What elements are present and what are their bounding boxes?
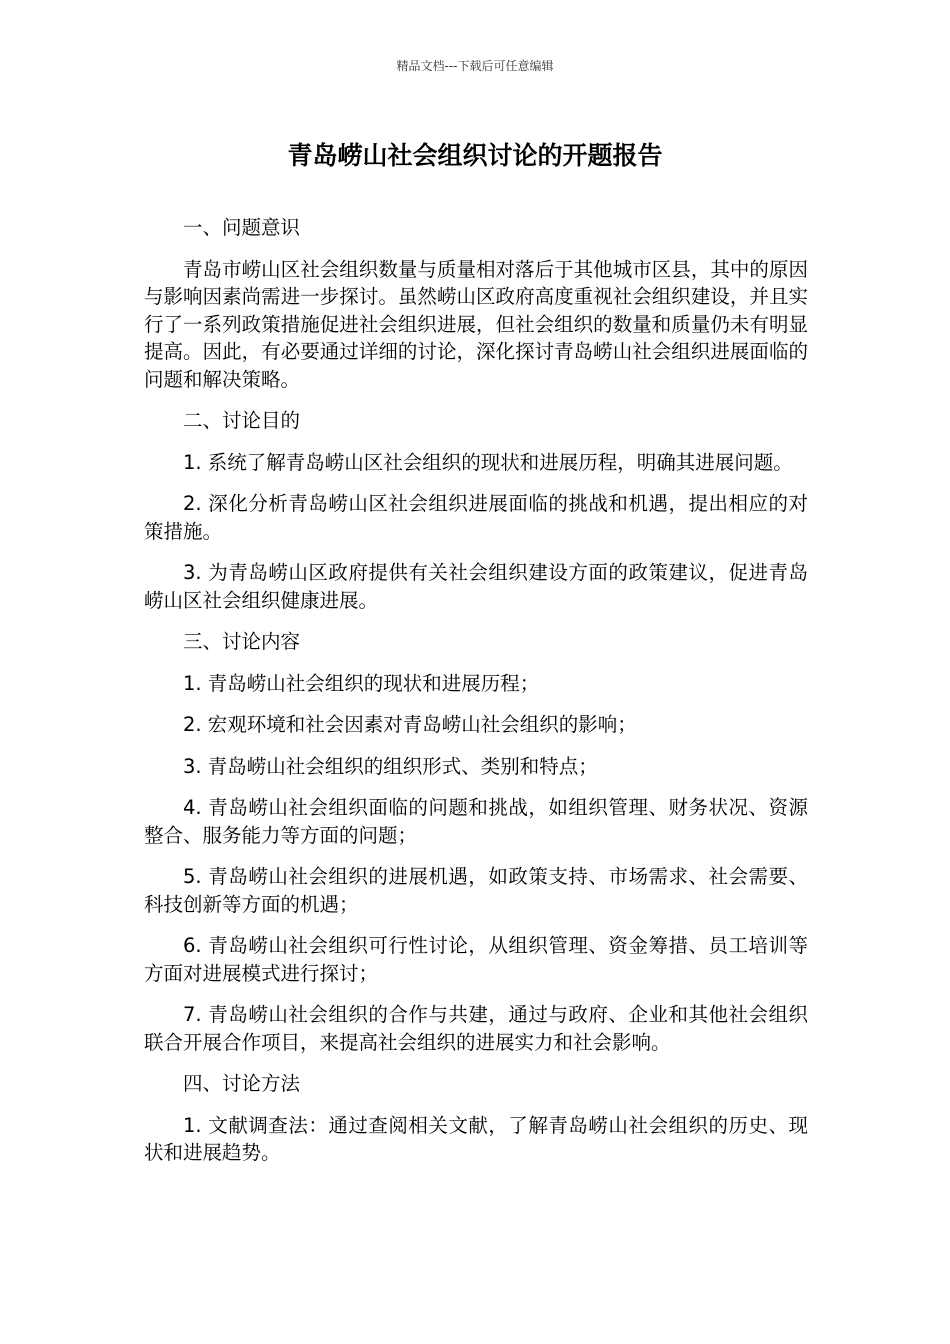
section-heading-content: 三、讨论内容 xyxy=(183,630,301,653)
content-item: 1. 青岛崂山社会组织的现状和进展历程； xyxy=(183,671,540,695)
content-item: 5. 青岛崂山社会组织的进展机遇，如政策支持、市场需求、社会需要、科技创新等方面的机遇； xyxy=(144,865,808,916)
content-item: 7. 青岛崂山社会组织的合作与共建，通过与政府、企业和其他社会组织联合开展合作项目，来提高社会组织的进展实力和社会影响。 xyxy=(144,1003,808,1054)
document-body xyxy=(144,214,808,1181)
page-header: 精品文档---下载后可任意编辑 xyxy=(396,59,554,73)
purpose-item: 3. 为青岛崂山区政府提供有关社会组织建设方面的政策建议，促进青岛崂山区社会组织健康进展。 xyxy=(144,561,808,612)
section-heading-problem: 一、问题意识 xyxy=(183,216,301,239)
content-item: 6. 青岛崂山社会组织可行性讨论，从组织管理、资金筹措、员工培训等方面对进展模式进行探讨； xyxy=(144,934,808,985)
purpose-item: 1. 系统了解青岛崂山区社会组织的现状和进展历程，明确其进展问题。 xyxy=(183,450,793,474)
document-title: 青岛崂山社会组织讨论的开题报告 xyxy=(287,141,663,170)
section-heading-method: 四、讨论方法 xyxy=(183,1072,301,1095)
purpose-item: 2. 深化分析青岛崂山区社会组织进展面临的挑战和机遇，提出相应的对策措施。 xyxy=(144,492,808,543)
section-heading-purpose: 二、讨论目的 xyxy=(183,409,301,432)
content-item: 3. 青岛崂山社会组织的组织形式、类别和特点； xyxy=(183,754,598,778)
content-item: 4. 青岛崂山社会组织面临的问题和挑战，如组织管理、财务状况、资源整合、服务能力等方面的问题； xyxy=(144,796,808,847)
method-item: 1. 文献调查法：通过查阅相关文献，了解青岛崂山社会组织的历史、现状和进展趋势。 xyxy=(144,1113,808,1164)
content-item: 2. 宏观环境和社会因素对青岛崂山社会组织的影响； xyxy=(183,713,637,736)
paragraph-problem: 青岛市崂山区社会组织数量与质量相对落后于其他城市区县，其中的原因与影响因素尚需进一步探讨。虽然崂山区政府高度重视社会组织建设，并且实行了一系列政策措施促进社会组织进展，但社会组织的数量和质量仍未有明显提高。因此，有必要通过详细的讨论，深化探讨青岛崂山社会组织进展面临的问题和解决策略。 xyxy=(144,257,808,391)
